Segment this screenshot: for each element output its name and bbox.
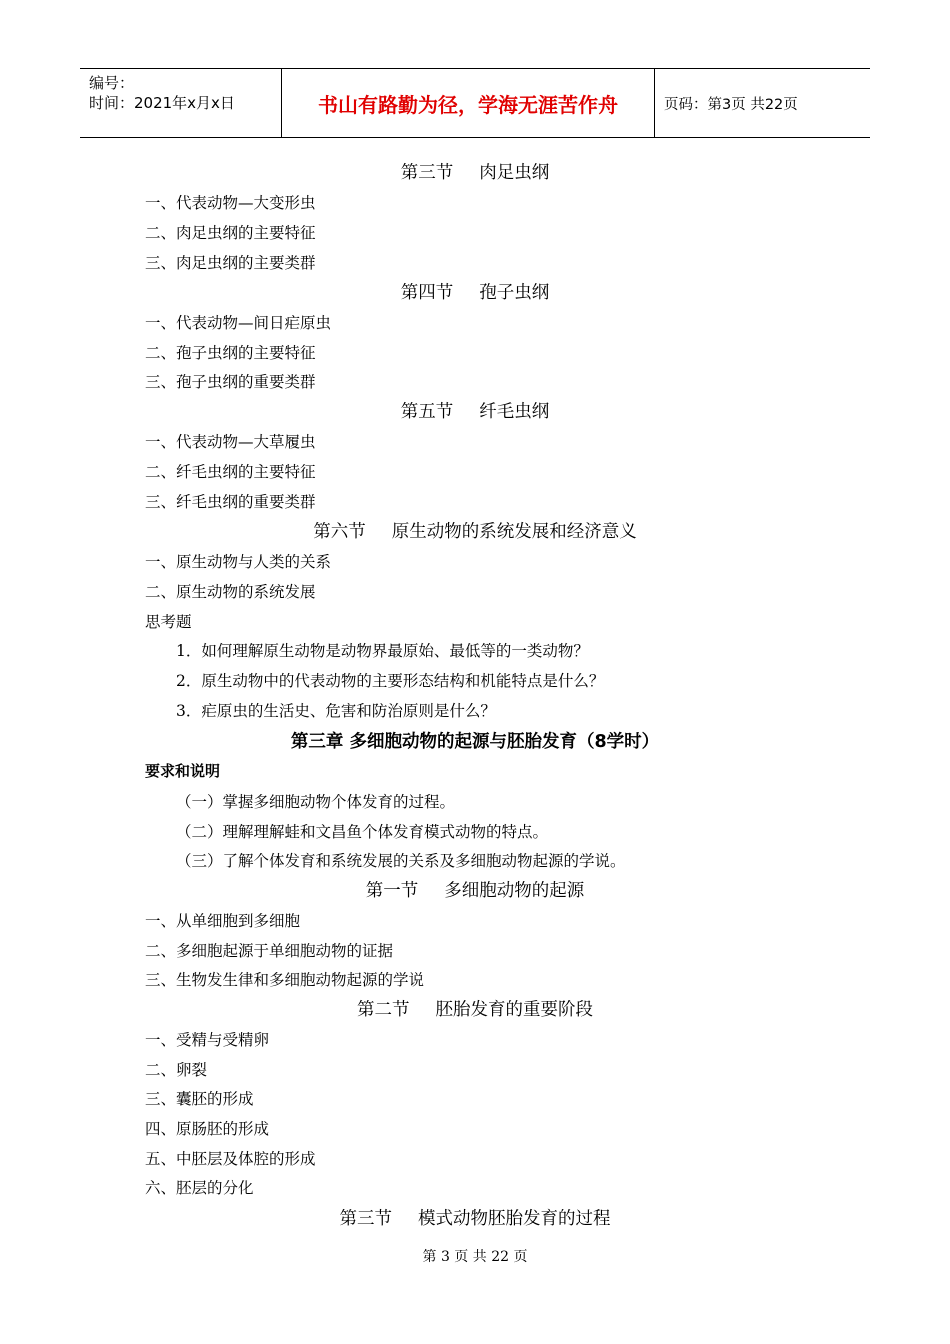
section-heading [0, 1205, 950, 1230]
section-name: 多细胞动物的起源 [444, 881, 585, 901]
list-item: 一、从单细胞到多细胞 [145, 912, 301, 930]
list-item: 二、卵裂 [145, 1061, 208, 1079]
question-item: 2．原生动物中的代表动物的主要形态结构和机能特点是什么？ [176, 672, 605, 690]
list-item: 六、胚层的分化 [145, 1179, 254, 1197]
code-label: 编号： [89, 74, 135, 92]
header-page-info: 页码：第3页 共22页 [664, 96, 798, 113]
think-label: 思考题 [145, 613, 192, 631]
section-name: 肉足虫纲 [479, 163, 550, 183]
section-number: 第三节 [400, 163, 454, 183]
section-heading [0, 518, 950, 543]
list-item: 三、纤毛虫纲的重要类群 [145, 493, 316, 511]
time-label: 时间：2021年x月x日 [89, 94, 235, 112]
section-name: 胚胎发育的重要阶段 [435, 1000, 593, 1020]
section-number: 第四节 [400, 283, 454, 303]
list-item: 一、代表动物—大变形虫 [145, 194, 316, 212]
header-left-cell [80, 69, 282, 137]
list-item: 一、代表动物—间日疟原虫 [145, 314, 332, 332]
question-item: 3．疟原虫的生活史、危害和防治原则是什么？ [176, 702, 496, 720]
list-item: 二、多细胞起源于单细胞动物的证据 [145, 942, 394, 960]
section-heading [0, 159, 950, 184]
list-item: 一、受精与受精卵 [145, 1031, 270, 1049]
list-item: 三、肉足虫纲的主要类群 [145, 254, 316, 272]
requirement-item: （一）掌握多细胞动物个体发育的过程。 [176, 793, 456, 811]
section-number: 第二节 [357, 1000, 410, 1020]
section-number: 第六节 [313, 522, 366, 542]
section-heading [0, 398, 950, 423]
requirement-item: （二）理解理解蛙和文昌鱼个体发育模式动物的特点。 [176, 823, 549, 841]
list-item: 四、原肠胚的形成 [145, 1120, 270, 1138]
list-item: 二、孢子虫纲的主要特征 [145, 344, 316, 362]
section-number: 第三节 [339, 1209, 392, 1229]
section-heading [0, 279, 950, 304]
requirements-label: 要求和说明 [145, 762, 221, 780]
list-item: 三、囊胚的形成 [145, 1090, 254, 1108]
section-heading [0, 996, 950, 1021]
header-motto: 书山有路勤为径，学海无涯苦作舟 [282, 69, 655, 137]
section-heading [0, 877, 950, 902]
list-item: 三、孢子虫纲的重要类群 [145, 373, 316, 391]
list-item: 二、肉足虫纲的主要特征 [145, 224, 316, 242]
list-item: 三、生物发生律和多细胞动物起源的学说 [145, 971, 425, 989]
page-footer: 第 3 页 共 22 页 [422, 1249, 528, 1265]
page-header [80, 68, 870, 138]
section-name: 纤毛虫纲 [479, 402, 550, 422]
question-item: 1．如何理解原生动物是动物界最原始、最低等的一类动物？ [176, 642, 589, 660]
section-number: 第一节 [365, 881, 419, 901]
list-item: 二、纤毛虫纲的主要特征 [145, 463, 316, 481]
list-item: 五、中胚层及体腔的形成 [145, 1150, 316, 1168]
list-item: 一、代表动物—大草履虫 [145, 433, 316, 451]
list-item: 二、原生动物的系统发展 [145, 583, 316, 601]
section-name: 原生动物的系统发展和经济意义 [391, 522, 637, 542]
chapter-title: 第三章 多细胞动物的起源与胚胎发育（8学时） [290, 732, 660, 752]
requirement-item: （三）了解个体发育和系统发展的关系及多细胞动物起源的学说。 [176, 852, 626, 870]
list-item: 一、原生动物与人类的关系 [145, 553, 332, 571]
section-name: 模式动物胚胎发育的过程 [418, 1209, 611, 1229]
section-number: 第五节 [400, 402, 454, 422]
section-name: 孢子虫纲 [479, 283, 550, 303]
